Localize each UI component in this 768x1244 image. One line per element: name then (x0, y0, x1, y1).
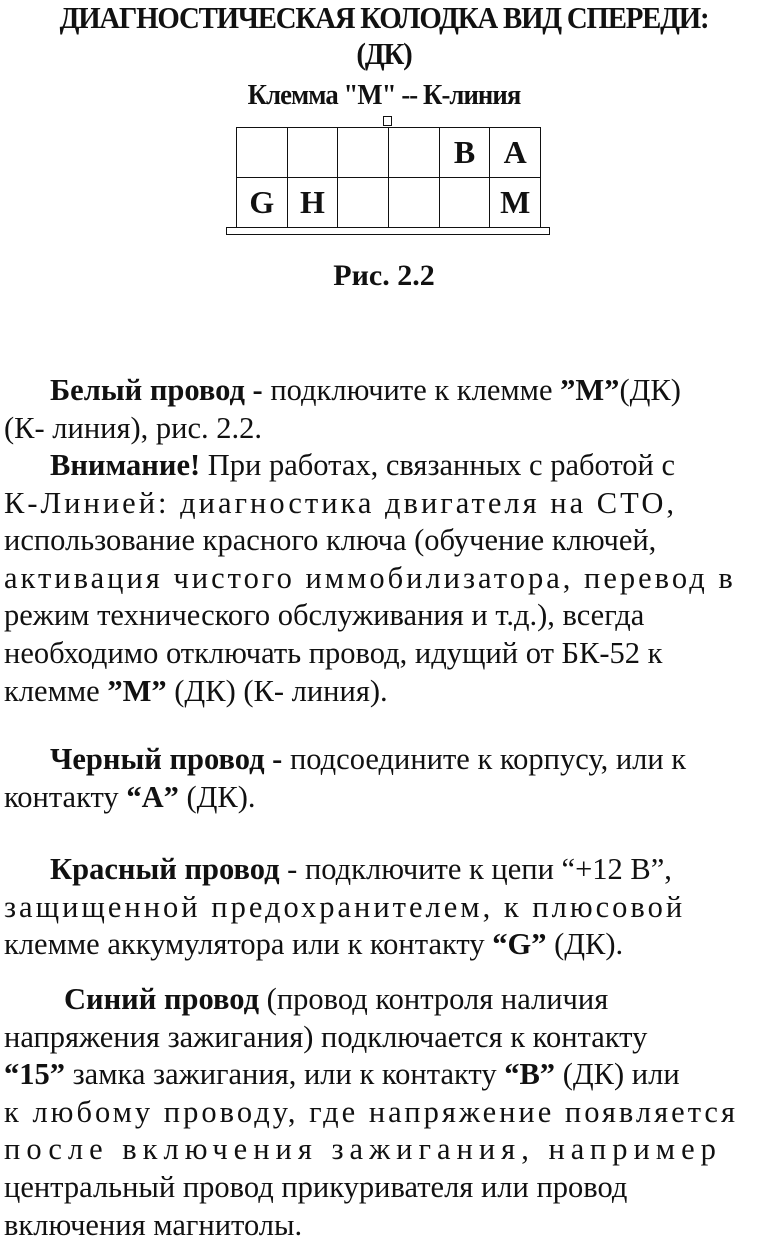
terminal-ref: ”М” (560, 373, 620, 407)
pin-h: H (288, 178, 339, 228)
white-wire-term: Белый провод - (50, 373, 263, 407)
paragraph-text: клемме аккумулятора или к контакту (4, 927, 485, 962)
paragraph-text: (ДК) (К- линия). (174, 673, 388, 708)
terminal-ref: “G” (492, 927, 547, 962)
paragraph-text: контакту (4, 779, 119, 814)
page-title (27, 0, 741, 72)
paragraph-text: замка зажигания, или к контакту (72, 1057, 497, 1092)
black-wire-paragraph (4, 741, 768, 816)
paragraph-text: (ДК). (186, 779, 256, 814)
blue-wire-paragraph (4, 981, 768, 1244)
paragraph-text: напряжения зажигания) подключается к контакту (4, 1019, 648, 1054)
pin-g: G (237, 178, 288, 228)
terminal-ref: “В” (504, 1057, 556, 1092)
pin-cell (389, 178, 440, 228)
black-wire-term: Черный провод - (50, 742, 283, 776)
paragraph-text: защищенной предохранителем, к плюсовой (4, 889, 686, 924)
pin-cell (288, 128, 339, 178)
page-title-line2: (ДК) (356, 36, 412, 71)
paragraph-text: после включения зажигания, например (4, 1132, 722, 1167)
paragraph-text: подключите к клемме (270, 373, 553, 407)
paragraph-text: клемме (4, 673, 100, 708)
connector-key (383, 116, 392, 126)
pin-cell (440, 178, 491, 228)
paragraph-text: (ДК) или (562, 1057, 680, 1092)
attention-paragraph (4, 447, 768, 710)
blue-wire-term: Синий провод (64, 982, 260, 1016)
page-title-line1: ДИАГНОСТИЧЕСКАЯ КОЛОДКА ВИД СПЕРЕДИ: (59, 0, 709, 35)
attention-term: Внимание! (50, 448, 201, 482)
paragraph-text: к любому проводу, где напряжение появляется (4, 1094, 738, 1129)
red-wire-paragraph (4, 851, 768, 964)
paragraph-text: (ДК). (554, 927, 624, 962)
connector-diagram (226, 116, 551, 240)
paragraph-text: необходимо отключать провод, идущий от БК-52 к (4, 635, 663, 670)
red-wire-term: Красный провод (50, 852, 280, 886)
paragraph-text: К-Линией: диагностика двигателя на СТО, (4, 485, 677, 520)
terminal-ref: “15” (4, 1057, 65, 1092)
terminal-ref: “А” (126, 779, 179, 814)
white-wire-paragraph (4, 372, 768, 447)
terminal-ref: ”М” (107, 673, 167, 708)
pin-b: B (440, 128, 491, 178)
pin-cell (389, 128, 440, 178)
pin-a: A (490, 128, 541, 178)
pin-cell (237, 128, 288, 178)
paragraph-text: режим технического обслуживания и т.д.), всегда (4, 598, 645, 633)
paragraph-text: (провод контроля наличия (266, 982, 609, 1016)
connector-base (226, 227, 550, 235)
paragraph-text: использование красного ключа (обучение ключей, (4, 523, 657, 558)
subtitle: Клемма "М" -- К-линия (247, 79, 521, 111)
paragraph-text: включения магнитолы. (4, 1207, 303, 1242)
pin-cell (338, 128, 389, 178)
pin-cell (338, 178, 389, 228)
paragraph-text: центральный провод прикуривателя или провод (4, 1169, 628, 1204)
pin-m: M (490, 178, 541, 228)
paragraph-text: (К- линия), рис. 2.2. (4, 410, 263, 445)
paragraph-text: (ДК) (619, 373, 681, 407)
paragraph-text: активация чистого иммобилизатора, перевод в (4, 560, 736, 595)
paragraph-text: - подключите к цепи “+12 В”, (287, 852, 672, 886)
connector-grid (236, 127, 541, 228)
figure-caption: Рис. 2.2 (333, 259, 435, 292)
paragraph-text: При работах, связанных с работой с (207, 448, 676, 482)
paragraph-text: подсоедините к корпусу, или к (289, 742, 687, 776)
